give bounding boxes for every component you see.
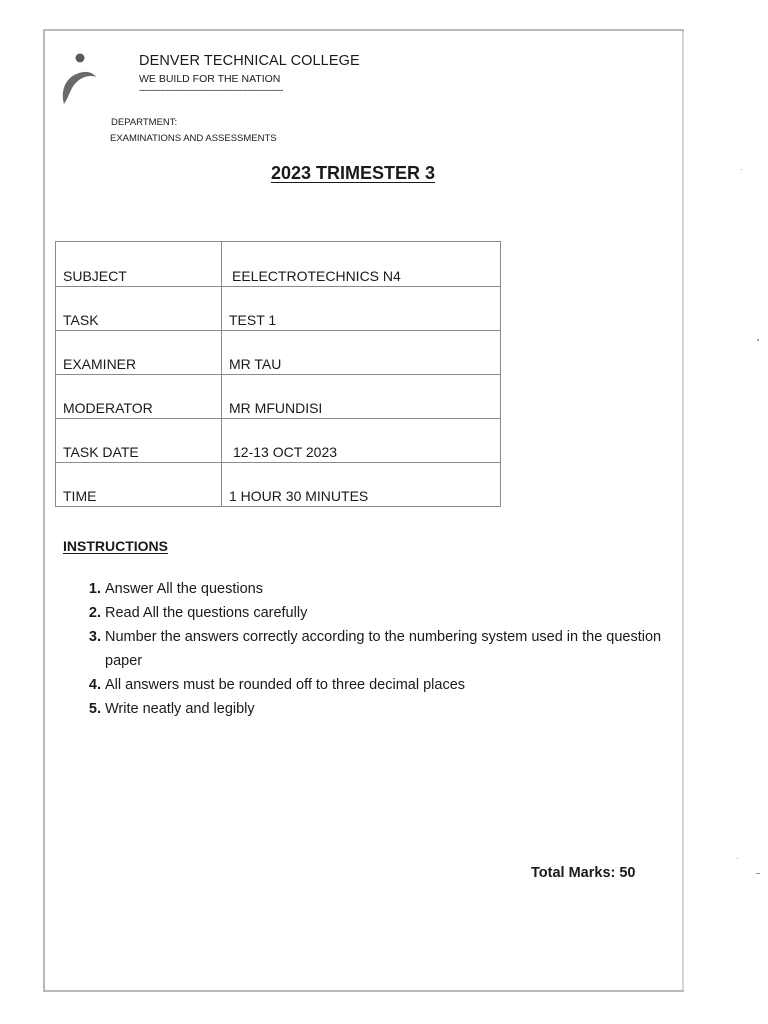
table-row bbox=[56, 287, 501, 331]
total-marks: Total Marks: 50 bbox=[531, 865, 636, 881]
detail-label-task-date: TASK DATE bbox=[56, 419, 222, 463]
instructions-list bbox=[81, 577, 665, 721]
table-row bbox=[56, 375, 501, 419]
swoosh-logo-icon bbox=[58, 50, 98, 110]
scan-speck bbox=[737, 858, 738, 859]
page-edge-shadow bbox=[682, 32, 684, 990]
detail-value-subject: EELECTROTECHNICS N4 bbox=[222, 242, 501, 287]
college-name: DENVER TECHNICAL COLLEGE bbox=[139, 53, 360, 69]
detail-value-task-date: 12-13 OCT 2023 bbox=[222, 419, 501, 463]
scan-speck bbox=[757, 339, 759, 341]
department-name: EXAMINATIONS AND ASSESSMENTS bbox=[110, 133, 277, 144]
list-item: 1. Answer All the questions bbox=[105, 577, 665, 601]
list-item: 4. All answers must be rounded off to three decimal places bbox=[105, 673, 665, 697]
exam-details-table bbox=[55, 241, 501, 507]
detail-value-examiner: MR TAU bbox=[222, 331, 501, 375]
college-motto: WE BUILD FOR THE NATION bbox=[139, 73, 281, 85]
page-title: 2023 TRIMESTER 3 bbox=[271, 163, 436, 183]
scan-speck bbox=[741, 169, 742, 170]
table-row bbox=[56, 331, 501, 375]
table-row bbox=[56, 419, 501, 463]
instructions-heading: INSTRUCTIONS bbox=[63, 538, 168, 554]
detail-label-task: TASK bbox=[56, 287, 222, 331]
detail-label-examiner: EXAMINER bbox=[56, 331, 222, 375]
list-item: 2. Read All the questions carefully bbox=[105, 601, 665, 625]
table-row bbox=[56, 242, 501, 287]
table-row bbox=[56, 463, 501, 507]
scan-speck bbox=[756, 873, 760, 874]
department-label: DEPARTMENT: bbox=[111, 117, 178, 128]
detail-label-time: TIME bbox=[56, 463, 222, 507]
detail-label-moderator: MODERATOR bbox=[56, 375, 222, 419]
header-divider: ------------------------------------------------------------ bbox=[139, 85, 283, 95]
list-item: 3. Number the answers correctly according to the numbering system used in the question paper bbox=[105, 625, 665, 673]
detail-value-task: TEST 1 bbox=[222, 287, 501, 331]
detail-value-time: 1 HOUR 30 MINUTES bbox=[222, 463, 501, 507]
detail-value-moderator: MR MFUNDISI bbox=[222, 375, 501, 419]
detail-label-subject: SUBJECT bbox=[56, 242, 222, 287]
list-item: 5. Write neatly and legibly bbox=[105, 697, 665, 721]
